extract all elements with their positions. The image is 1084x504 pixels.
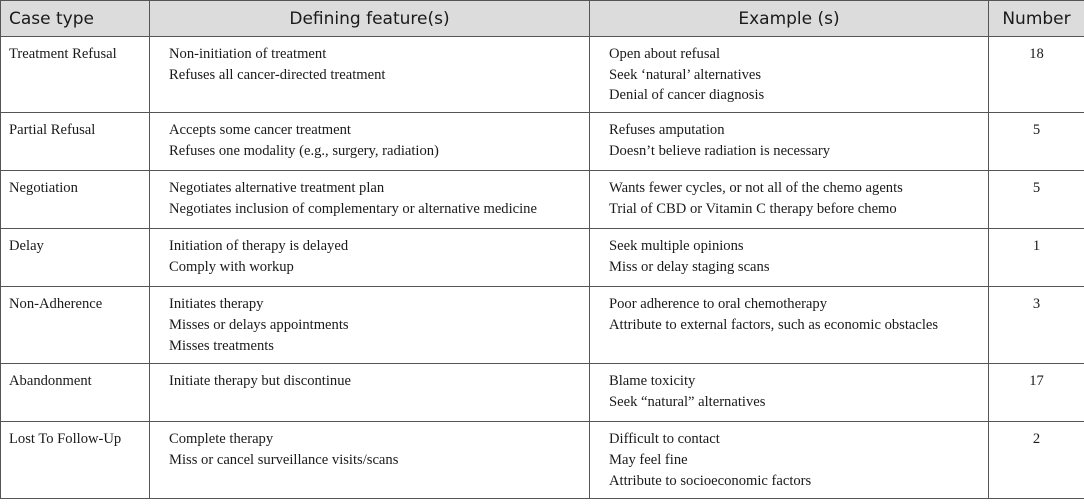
example-line: Wants fewer cycles, or not all of the chemo agents <box>609 180 903 197</box>
feature-line: Miss or cancel surveillance visits/scans <box>169 451 399 468</box>
case-type-cell: Negotiation <box>1 171 150 229</box>
case-type-cell: Delay <box>1 229 150 287</box>
feature-line: Initiation of therapy is delayed <box>169 238 349 255</box>
features-cell <box>150 113 590 171</box>
example-line: May feel fine <box>609 451 688 468</box>
table-row <box>1 113 1084 171</box>
features-cell <box>150 287 590 364</box>
examples-cell <box>590 37 989 113</box>
number-cell: 1 <box>989 229 1084 287</box>
feature-line: Complete therapy <box>169 431 274 448</box>
number-cell: 2 <box>989 422 1084 499</box>
case-type-cell: Partial Refusal <box>1 113 150 171</box>
table-row <box>1 364 1084 422</box>
feature-line: Misses or delays appointments <box>169 316 349 333</box>
features-cell <box>150 364 590 422</box>
example-line: Blame toxicity <box>609 373 696 390</box>
examples-cell <box>590 287 989 364</box>
feature-line: Initiate therapy but discontinue <box>169 373 351 390</box>
header-row <box>1 1 1084 37</box>
features-cell <box>150 171 590 229</box>
number-cell: 17 <box>989 364 1084 422</box>
table-row <box>1 287 1084 364</box>
example-line: Open about refusal <box>609 46 721 62</box>
case-type-cell: Non-Adherence <box>1 287 150 364</box>
examples-cell <box>590 171 989 229</box>
case-type-cell: Lost To Follow-Up <box>1 422 150 499</box>
table-row <box>1 171 1084 229</box>
table-row <box>1 229 1084 287</box>
example-line: Attribute to socioeconomic factors <box>609 472 812 489</box>
case-type-cell: Abandonment <box>1 364 150 422</box>
feature-line: Comply with workup <box>169 258 294 275</box>
example-line: Miss or delay staging scans <box>609 258 770 275</box>
number-cell: 18 <box>989 37 1084 113</box>
number-cell: 5 <box>989 171 1084 229</box>
example-line: Doesn’t believe radiation is necessary <box>609 142 830 159</box>
header-case-type: Case type <box>1 1 150 37</box>
examples-cell <box>590 422 989 499</box>
table-row <box>1 422 1084 499</box>
header-defining-features: Defining feature(s) <box>150 1 590 37</box>
features-cell <box>150 229 590 287</box>
examples-cell <box>590 229 989 287</box>
feature-line: Refuses all cancer-directed treatment <box>169 66 386 83</box>
case-type-cell: Treatment Refusal <box>1 37 150 113</box>
feature-line: Negotiates inclusion of complementary or alternative medicine <box>169 200 537 217</box>
feature-line: Refuses one modality (e.g., surgery, radiation) <box>169 142 439 159</box>
features-cell <box>150 422 590 499</box>
number-cell: 3 <box>989 287 1084 364</box>
example-line: Poor adherence to oral chemotherapy <box>609 296 828 313</box>
header-number: Number <box>989 1 1084 37</box>
example-line: Seek “natural” alternatives <box>609 393 766 410</box>
feature-line: Negotiates alternative treatment plan <box>169 180 385 197</box>
example-line: Trial of CBD or Vitamin C therapy before chemo <box>609 200 897 217</box>
example-line: Seek multiple opinions <box>609 238 744 255</box>
examples-cell <box>590 113 989 171</box>
example-line: Attribute to external factors, such as economic obstacles <box>609 316 939 333</box>
number-cell: 5 <box>989 113 1084 171</box>
examples-cell <box>590 364 989 422</box>
table-row <box>1 37 1084 113</box>
feature-line: Accepts some cancer treatment <box>169 122 351 139</box>
feature-line: Non-initiation of treatment <box>169 46 327 62</box>
example-line: Seek ‘natural’ alternatives <box>609 66 762 83</box>
example-line: Denial of cancer diagnosis <box>609 87 765 104</box>
feature-line: Initiates therapy <box>169 296 264 313</box>
example-line: Refuses amputation <box>609 122 725 139</box>
header-examples: Example (s) <box>590 1 989 37</box>
features-cell <box>150 37 590 113</box>
example-line: Difficult to contact <box>609 431 720 448</box>
feature-line: Misses treatments <box>169 337 274 354</box>
